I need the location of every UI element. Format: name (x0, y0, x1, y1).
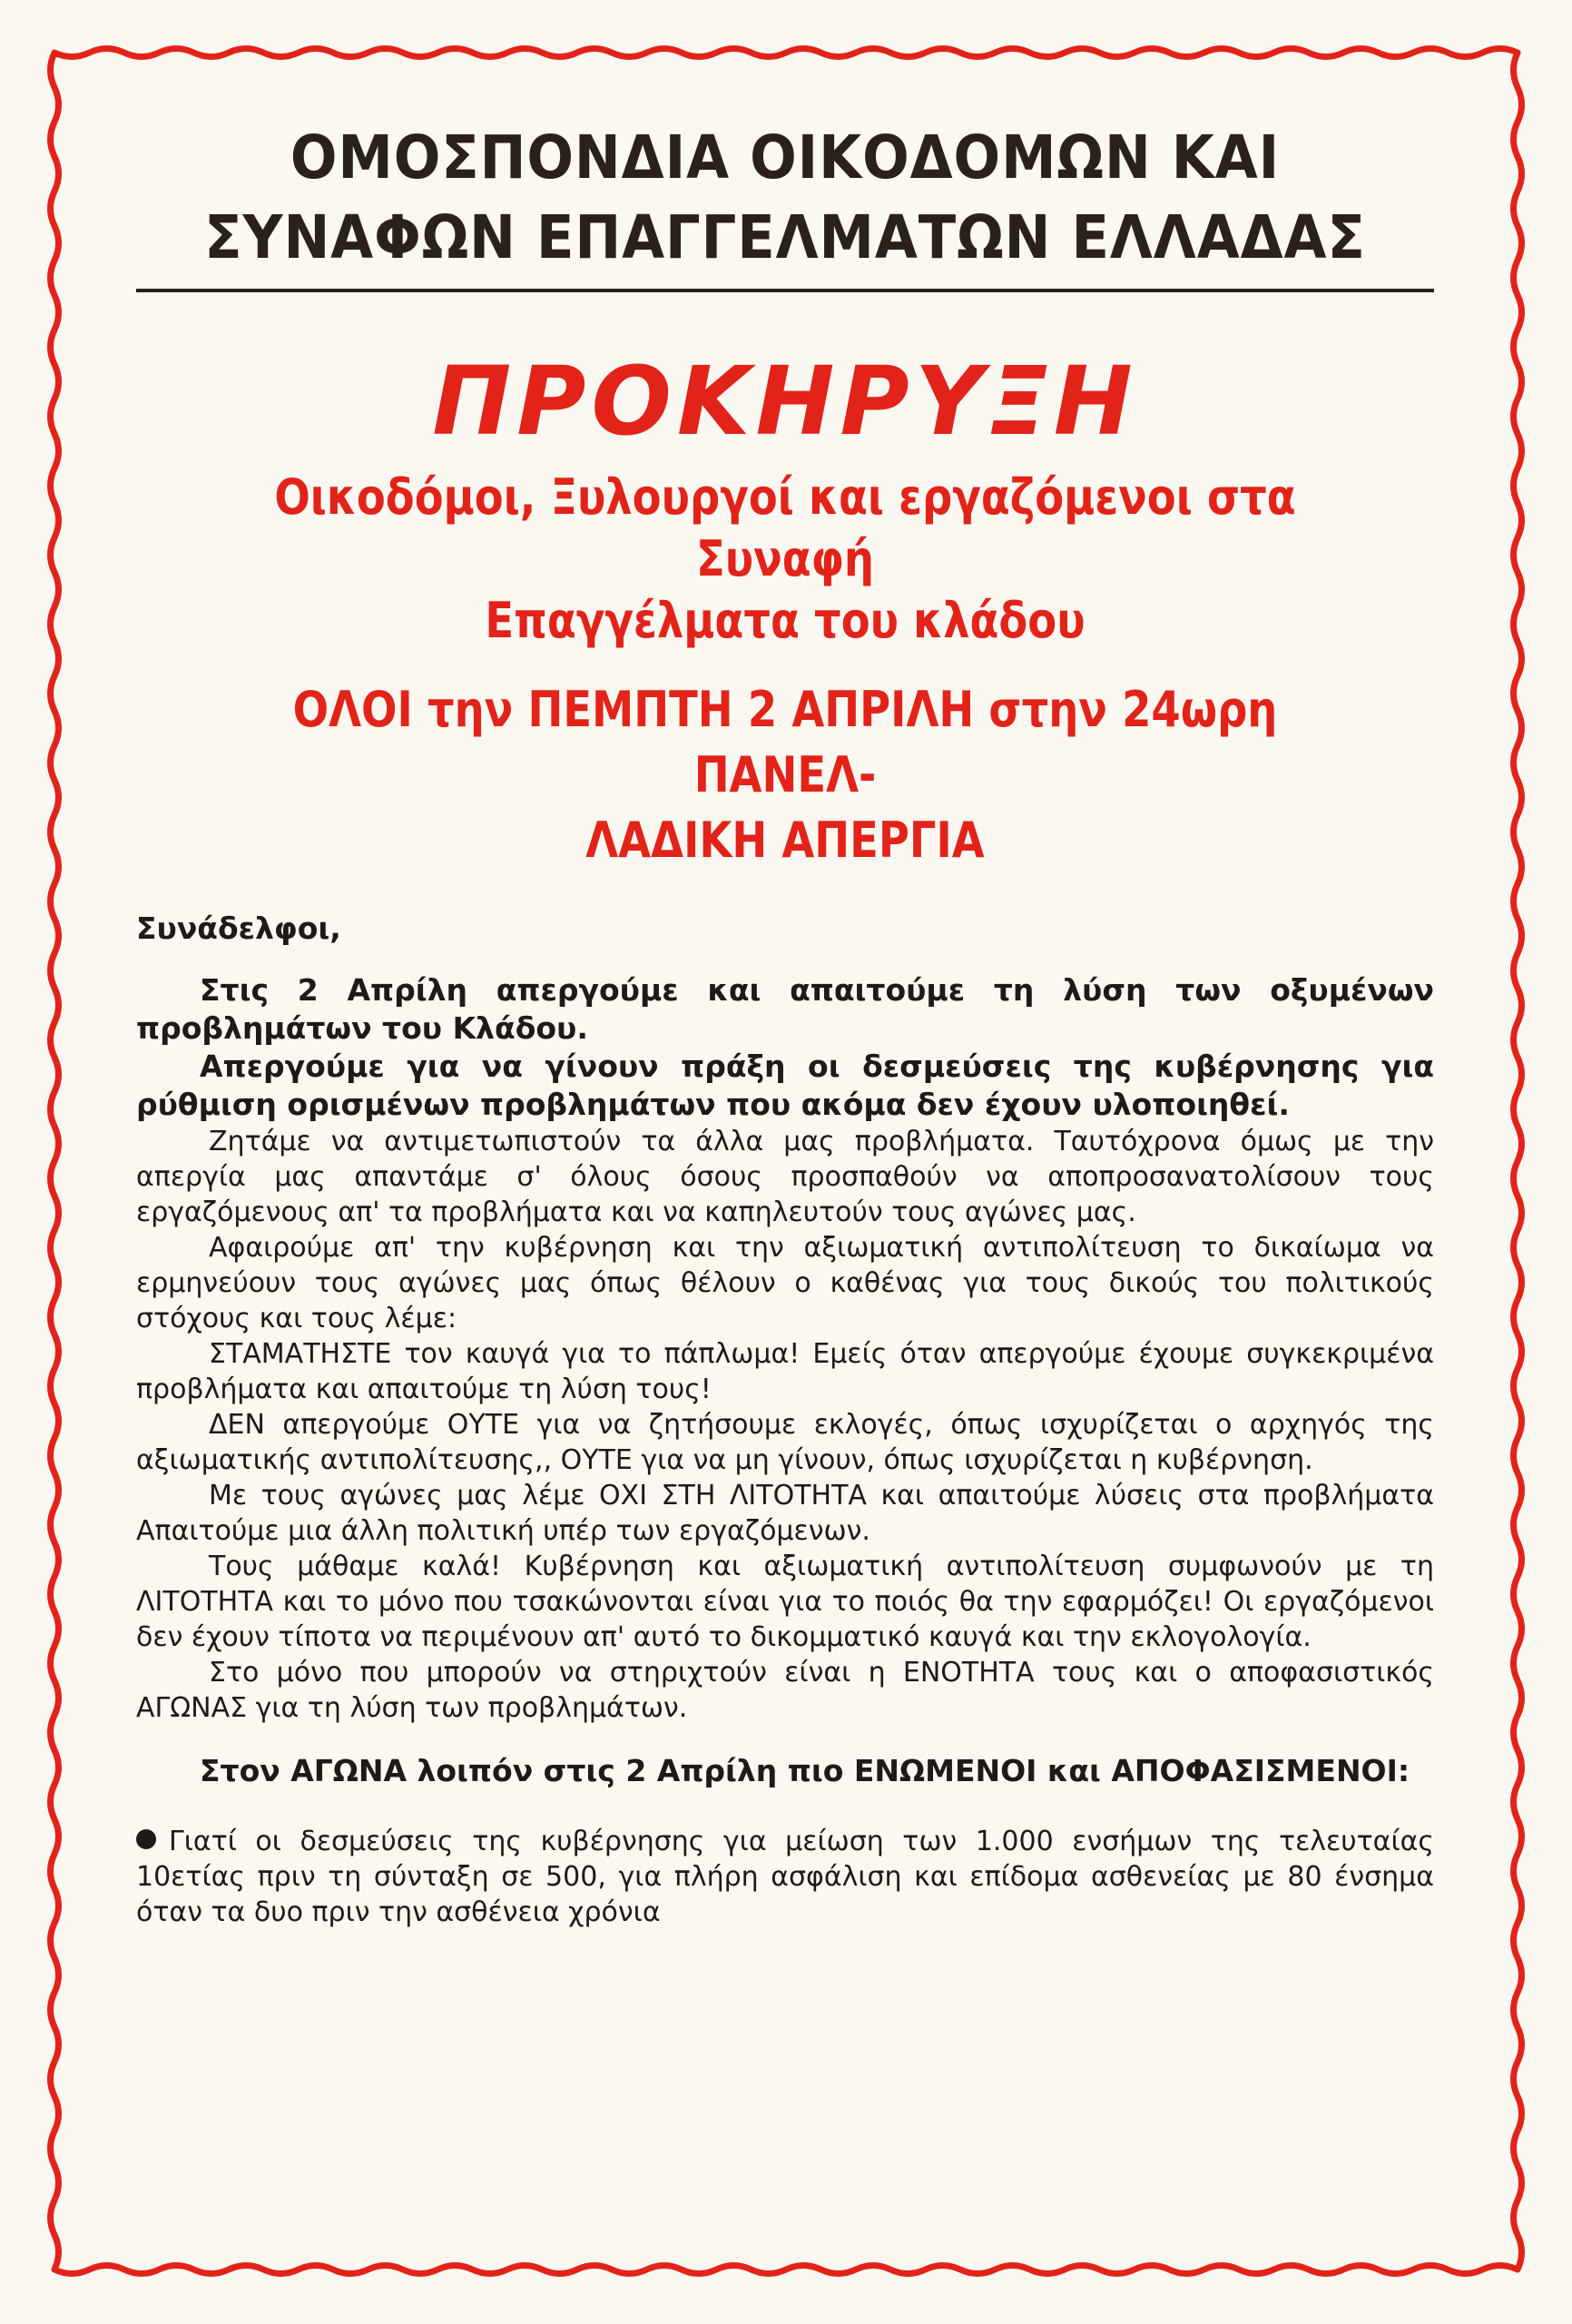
addressees (227, 467, 1343, 652)
federation-name-line2: ΣΥΝΑΦΩΝ ΕΠΑΓΓΕΛΜΑΤΩΝ ΕΛΛΑΔΑΣ (204, 202, 1366, 272)
federation-name (188, 118, 1382, 278)
paragraph-government: Αφαιρούμε απ' την κυβέρνηση και την αξιωματική αντιπολίτευση το δικαίωμα να ερμηνεύουν τους αγώνες μας όπως θέλουν ο καθένας για τους δικούς του πολιτικούς στόχους και τους λέμε: (136, 1232, 1434, 1334)
paragraph-commitments: Απεργούμε για να γίνουν πράξη οι δεσμεύσεις της κυβέρνησης για ρύθμιση ορισμένων προβλημάτων που ακόμα δεν έχουν υλοποιηθεί. (136, 1049, 1434, 1122)
proclamation-title: ΠΡΟΚΗΡΥΞΗ (432, 346, 1138, 457)
bullet-item (136, 1824, 1434, 1930)
federation-name-line1: ΟΜΟΣΠΟΝΔΙΑ ΟΙΚΟΔΟΜΩΝ ΚΑΙ (290, 123, 1281, 192)
paragraph-agreement: Τους μάθαμε καλά! Κυβέρνηση και αξιωματική αντιπολίτευση συμφωνούν με τη ΛΙΤΟΤΗΤΑ και το μόνο που τσακώνονται είναι για το ποιός θα την εφαρμόζει! Οι εργαζόμενοι δεν έχουν τίποτα να περιμένουν απ' αυτό το δικομματικό καυγά και την εκλογολογία. (136, 1551, 1434, 1653)
paragraph-stop-quarrel: ΣΤΑΜΑΤΗΣΤΕ τον καυγά για το πάπλωμα! Εμείς όταν απεργούμε έχουμε συγκεκριμένα προβλήματα και απαιτούμε τη λύση τους! (136, 1338, 1434, 1405)
addressees-line1: Οικοδόμοι, Ξυλουργοί και εργαζόμενοι στα Συναφή (274, 468, 1296, 587)
paragraph-unity: Στο μόνο που μπορούν να στηριχτούν είναι η ΕΝΟΤΗΤΑ τους και ο αποφασιστικός ΑΓΩΝΑΣ για τη λύση των προβλημάτων. (136, 1657, 1434, 1724)
paragraph-austerity: Με τους αγώνες μας λέμε ΟΧΙ ΣΤΗ ΛΙΤΟΤΗΤΑ και απαιτούμε λύσεις στα προβλήματα Απαιτούμε μια άλλη πολιτική υπέρ των εργαζόμενων. (136, 1480, 1434, 1547)
poster-content (136, 118, 1434, 1930)
proclamation-body (136, 908, 1434, 1930)
call-to-action: Στον ΑΓΩΝΑ λοιπόν στις 2 Απρίλη πιο ΕΝΩΜΕΝΟΙ και ΑΠΟΦΑΣΙΣΜΕΝΟΙ: (200, 1753, 1410, 1788)
paragraph-demand: Στις 2 Απρίλη απεργούμε και απαιτούμε τη λύση των οξυμένων προβλημάτων του Κλάδου. (136, 972, 1434, 1046)
salutation: Συνάδελφοι, (136, 911, 341, 946)
header-divider (136, 289, 1434, 292)
strike-announcement-line1: ΟΛΟΙ την ΠΕΜΠΤΗ 2 ΑΠΡΙΛΗ στην 24ωρη ΠΑΝΕΛ- (292, 681, 1278, 803)
paragraph-elections: ΔΕΝ απεργούμε ΟΥΤΕ για να ζητήσουμε εκλογές, όπως ισχυρίζεται ο αρχηγός της αξιωματικής αντιπολίτευσης,, ΟΥΤΕ για να μη γίνουν, όπως ισχυρίζεται η κυβέρνηση. (136, 1409, 1434, 1476)
paragraph-problems: Ζητάμε να αντιμετωπιστούν τα άλλα μας προβλήματα. Ταυτόχρονα όμως με την απεργία μας απαντάμε σ' όλους όσους προσπαθούν να αποπροσανατολίσουν τους εργαζόμενους απ' τα προβλήματα και να καπηλευτούν τους αγώνες μας. (136, 1126, 1434, 1228)
bullet-item-text: Γιατί οι δεσμεύσεις της κυβέρνησης για μείωση των 1.000 ενσήμων της τελευταίας 10ετίας πριν τη σύνταξη σε 500, για πλήρη ασφάλιση και επίδομα ασθενείας με 80 ένσημα όταν τα δυο πριν την ασθένεια χρόνια (136, 1826, 1434, 1928)
strike-announcement-line2: ΛΑΔΙΚΗ ΑΠΕΡΓΙΑ (585, 812, 985, 869)
bullet-dot-icon (136, 1829, 156, 1849)
addressees-line2: Επαγγέλματα του κλάδου (485, 592, 1086, 649)
strike-announcement (227, 677, 1343, 873)
